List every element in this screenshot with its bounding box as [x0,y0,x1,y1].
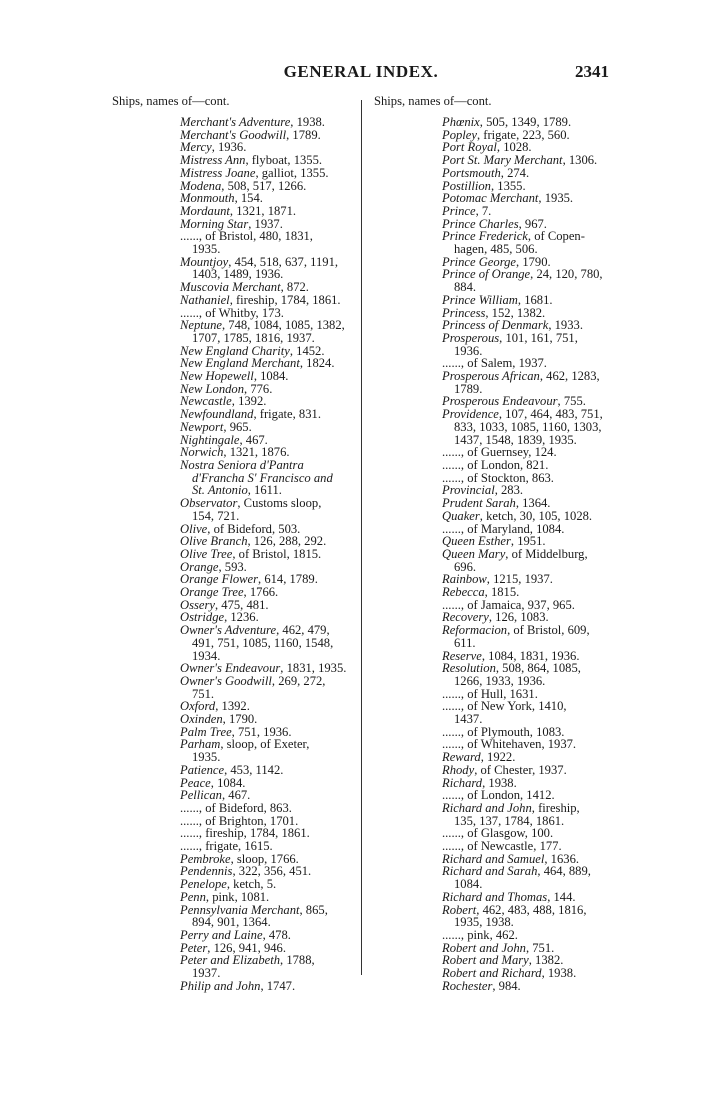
ship-name: Perry and Laine [180,928,263,942]
ship-name: Queen Mary [442,546,506,561]
entry-references: ......, of Brighton, 1701. [180,813,299,828]
index-entry [374,624,614,649]
entry-references: , 1084, 1831, 1936. [481,648,580,663]
ship-name: Quaker [442,508,480,523]
ship-name: Recovery [442,610,489,625]
entry-references: ......, of Whitby, 173. [180,305,284,320]
ship-name: Prosperous Endeavour [442,394,558,409]
entry-references: , 1922. [480,750,516,765]
entry-references: ......, of Whitehaven, 1937. [442,737,577,752]
entry-references: , 7. [475,203,492,218]
entry-references: ......, fireship, 1784, 1861. [180,826,310,841]
entry-references: , 126, 1083. [488,610,549,625]
entry-references: ......, of Bideford, 863. [180,800,292,815]
entry-references: , 748, 1084, 1085, 1382, [221,318,345,333]
page-title: GENERAL INDEX. [283,62,439,81]
column-heading: Ships, names of—cont. [374,94,492,108]
ship-name: Richard and Thomas [442,889,548,904]
entry-references: , of Copen- [527,229,585,244]
entry-references: , 322, 356, 451. [232,864,312,879]
entry-references: , 1236. [224,610,259,625]
ship-name: Olive Branch [180,534,248,549]
entry-references: , 24, 120, 780, [530,267,603,282]
ship-name: Prince William [442,292,518,307]
entry-references: , Customs sloop, [237,496,322,511]
ship-name: Pennsylvania Merchant [180,902,300,917]
entry-references: 135, 137, 1784, 1861. [454,813,565,828]
entry-references: , 467. [221,788,251,803]
ship-name: Robert [442,902,477,917]
entry-references: 751. [192,686,215,701]
entry-references: , of Bristol, 1815. [232,546,322,561]
entry-references: , 1935. [538,191,574,206]
entry-references: ......, of Maryland, 1084. [442,521,565,536]
entry-references: , 1937. [248,216,283,231]
entry-references: 154, 721. [192,508,240,523]
ship-name: Rhody [442,762,475,777]
entry-references: ......, of Glasgow, 100. [442,826,554,841]
entry-references: , 101, 161, 751, [499,330,578,345]
entry-references: 1437. [454,712,483,727]
ship-name: Reserve [442,648,482,663]
entry-references: , 1824. [299,356,335,371]
ship-name: Richard and John [442,800,532,815]
entry-references: , 1681. [517,292,553,307]
entry-references: , 505, 1349, 1789. [479,115,572,129]
ship-name: Provincial [442,483,495,498]
ship-name: Rainbow [442,572,487,587]
entry-references: 884. [454,280,477,295]
ship-name: Owner's Adventure [180,623,277,638]
entry-references: , of Bideford, 503. [207,521,301,536]
index-entry [112,738,352,763]
entry-references: 1707, 1785, 1816, 1937. [192,330,315,345]
ship-name: Observator [180,496,238,511]
ship-name: Prudent Sarah [442,496,516,511]
index-entry [112,675,352,700]
ship-name: Neptune [180,318,222,333]
ship-name: Potomac Merchant [442,191,539,206]
ship-name: Orange [180,559,219,574]
ship-name: Richard and Samuel [442,851,545,866]
entry-references: , 462, 1283, [539,369,600,384]
entry-references: , 776. [244,381,273,396]
entry-references: , 283. [494,483,524,498]
index-entry [374,230,614,255]
entry-references: , 508, 517, 1266. [221,178,307,193]
ship-name: Oxinden [180,712,223,727]
entry-references: ......, pink, 462. [442,928,518,942]
ship-name: New London [180,381,245,396]
entry-references: , frigate, 223, 560. [476,127,570,142]
ship-name: Port Royal [442,140,497,155]
ship-name: Popley [442,127,477,142]
index-entry [112,497,352,522]
entry-references: , 1933. [548,318,583,333]
entry-references: , of Middelburg, [505,546,588,561]
entry-references: , 751. [525,940,555,955]
entry-references: , sloop, of Exeter, [220,737,310,752]
ship-name: Robert and John [442,940,526,955]
ship-name: Modena [180,178,222,193]
ship-name: Orange Flower [180,572,259,587]
entry-references: , 274. [500,165,530,180]
entry-references: , 1936. [211,140,247,155]
ship-name: Richard and Sarah [442,864,538,879]
entry-references: 1935. [192,242,221,257]
page-number: 2341 [575,62,609,81]
entry-references: 1935, 1938. [454,915,514,930]
ship-name: Nostra Seniora d'Pantra [180,457,304,472]
index-entry [112,459,352,497]
ship-name: Peace [180,775,211,790]
ship-name: Merchant's Adventure [180,115,291,129]
entry-references: , 1321, 1876. [223,445,290,460]
ship-name: Pellican [180,788,222,803]
entry-references: , 1306. [562,153,598,168]
entry-references: ......, of Jamaica, 937, 965. [442,597,575,612]
ship-name: Pendennis [180,864,233,879]
entry-references: , 1321, 1871. [229,203,297,218]
ship-name: Prince Charles [442,216,519,231]
entry-references: , 751, 1936. [231,724,292,739]
ship-name: Providence [442,407,499,422]
ship-name: Mistress Joane [180,165,256,180]
ship-name: Nathaniel [180,292,230,307]
entry-references: , 1364. [515,496,551,511]
index-entry [374,700,614,725]
entry-references: 1437, 1548, 1839, 1935. [454,432,577,447]
entry-references: , 126, 941, 946. [207,940,286,955]
entry-references: 894, 901, 1364. [192,915,271,930]
entry-references: ......, of Plymouth, 1083. [442,724,565,739]
entry-line [180,980,352,993]
entry-references: , frigate, 831. [253,407,321,422]
ship-name: Penelope [180,877,227,892]
index-entry [112,319,352,344]
index-entry [374,904,614,929]
index-entry [374,268,614,293]
entry-references: , 1766. [243,585,279,600]
ship-name: Resolution [442,661,496,676]
index-entry [374,332,614,357]
entry-references: , 1951. [510,534,546,549]
entry-references: 1789. [454,381,483,396]
entry-references: , 453, 1142. [224,762,284,777]
entry-references: 833, 1033, 1085, 1160, 1303, [454,419,602,434]
ship-name: Port St. Mary Merchant [442,153,563,168]
entry-references: , 1788, [280,953,315,968]
ship-name: Princess of Denmark [442,318,549,333]
ship-name: Portsmouth [442,165,501,180]
ship-name: Norwich [180,445,224,460]
entry-references: 491, 751, 1085, 1160, 1548, [192,635,334,650]
entry-references: , 1452. [289,343,325,358]
ship-name: Mercy [180,140,212,155]
entry-references: ......, of Newcastle, 177. [442,839,562,854]
index-entry [112,624,352,662]
entry-references: , 755. [557,394,586,409]
entry-references: , 1747. [260,978,296,993]
index-entry [374,865,614,890]
entry-references: , 126, 288, 292. [247,534,327,549]
entry-references: , 1790. [222,712,258,727]
ship-name: Reward [442,750,481,765]
entry-references: 611. [454,635,476,650]
ship-name: Pembroke [180,851,231,866]
ship-name: Reformacion [442,623,508,638]
ship-name: Rochester [442,978,493,993]
entry-references: , 144. [547,889,576,904]
entry-references: , 154. [234,191,263,206]
ship-name: New England Merchant [180,356,300,371]
ship-name: d'Francha S' Francisco and [192,470,333,485]
index-column-right [374,95,614,993]
index-column-left [112,95,352,993]
entry-references: , 1392. [215,699,250,714]
index-entry [374,192,614,205]
entry-references: , 1831, 1935. [280,661,347,676]
entry-references: , 1938. [482,775,517,790]
ship-name: Oxford [180,699,216,714]
entry-references: , 475, 481. [214,597,269,612]
ship-name: Queen Esther [442,534,511,549]
entry-references: , 865, [299,902,328,917]
index-entry [374,370,614,395]
entry-references: , flyboat, 1355. [245,153,323,168]
ship-name: Robert and Mary [442,953,529,968]
ship-name: Merchant's Goodwill [180,127,287,142]
ship-name: Postillion [442,178,491,193]
entry-references: 1936. [454,343,483,358]
ship-name: Prince of Orange [442,267,531,282]
index-entry [374,662,614,687]
entry-references: , 464, 889, [537,864,591,879]
ship-name: Owner's Endeavour [180,661,281,676]
entry-references: ......, of New York, 1410, [442,699,567,714]
ship-name: Muscovia Merchant [180,280,281,295]
entry-references: , 593. [218,559,247,574]
index-entry [374,408,614,446]
ship-name: Mountjoy [180,254,229,269]
entry-references: , 872. [280,280,309,295]
entry-references: 696. [454,559,477,574]
entry-list [112,116,352,993]
ship-name: Newfoundland [180,407,254,422]
index-entry [112,230,352,255]
ship-name: Parham [180,737,221,752]
entry-references: , 467. [239,432,268,447]
index-entry [374,980,614,993]
entry-references: , 984. [492,978,521,993]
entry-references: , 462, 483, 488, 1816, [476,902,587,917]
ship-name: Richard [442,775,483,790]
entry-references: , 967. [518,216,547,231]
entry-references: , 269, 272, [271,673,326,688]
ship-name: Peter [180,940,208,955]
entry-references: , galliot, 1355. [255,165,329,180]
ship-name: Olive [180,521,208,536]
entry-references: , fireship, 1784, 1861. [229,292,341,307]
ship-name: Morning Star [180,216,249,231]
ship-name: Peter and Elizabeth [180,953,281,968]
ship-name: Prince Frederick [442,229,528,244]
ship-name: Robert and Richard [442,966,542,981]
ship-name: Mistress Ann [180,153,246,168]
ship-name: Prince [442,203,476,218]
entry-references: 1935. [192,750,221,765]
entry-references: 1084. [454,877,483,892]
ship-name: Prosperous African [442,369,540,384]
ship-name: Monmouth [180,191,235,206]
entry-line [442,980,614,993]
ship-name: Nightingale [180,432,240,447]
ship-name: New Hopewell [180,369,254,384]
ship-name: Newport [180,419,224,434]
column-heading: Ships, names of—cont. [112,94,230,108]
ship-name: Palm Tree [180,724,232,739]
entry-references: 1937. [192,966,221,981]
entry-references: , 1392. [231,394,267,409]
entry-references: , pink, 1081. [205,889,270,904]
ship-name: New England Charity [180,343,290,358]
entry-references: ......, of Salem, 1937. [442,356,547,371]
entry-references: , 1611. [247,483,282,498]
ship-name: Penn [180,889,206,904]
entry-references: , 1215, 1937. [486,572,553,587]
ship-name: Philip and John [180,978,261,993]
entry-references: ......, of Guernsey, 124. [442,445,557,460]
entry-references: , 1636. [544,851,580,866]
entry-references: 1403, 1489, 1936. [192,267,284,282]
entry-references: , of Chester, 1937. [474,762,567,777]
entry-references: ......, frigate, 1615. [180,839,273,854]
ship-name: Mordaunt [180,203,230,218]
ship-name: Newcastle [180,394,232,409]
entry-references: ......, of Bristol, 480, 1831, [180,229,313,244]
index-entry [112,980,352,993]
entry-references: , 462, 479, [276,623,330,638]
ship-name: Owner's Goodwill [180,673,272,688]
ship-name: Patience [180,762,225,777]
entry-references: , 1355. [490,178,526,193]
entry-references: , of Bristol, 609, [507,623,590,638]
ship-name: Ostridge [180,610,225,625]
entry-references: , 1084. [210,775,246,790]
entry-references: hagen, 485, 506. [454,242,538,257]
entry-references: , 1084. [253,369,289,384]
entry-references: , fireship, [531,800,580,815]
entry-references: , sloop, 1766. [230,851,299,866]
index-entry [112,256,352,281]
entry-references: , 965. [223,419,252,434]
entry-references: ......, of London, 821. [442,457,549,472]
index-entry [112,954,352,979]
ship-name: Phœnix [442,115,480,129]
entry-references: ......, of Hull, 1631. [442,686,538,701]
entry-references: ......, of Stockton, 863. [442,470,554,485]
entry-references: , 508, 864, 1085, [495,661,581,676]
index-entry [374,802,614,827]
ship-name: Rebecca [442,585,485,600]
entry-references: , 478. [262,928,291,942]
ship-name: Princess [442,305,486,320]
entry-references: , 1028. [496,140,532,155]
ship-name: Olive Tree [180,546,233,561]
ship-name: St. Antonio [192,483,248,498]
entry-references: ......, of London, 1412. [442,788,555,803]
ship-name: Prince George [442,254,517,269]
index-entry [112,904,352,929]
entry-references: , 1382. [528,953,564,968]
ship-name: Prosperous [442,330,500,345]
entry-references: , 454, 518, 637, 1191, [228,254,339,269]
index-entry [374,548,614,573]
entry-references: , 1938. [541,966,577,981]
entry-references: , 1790. [516,254,551,269]
ship-name: Orange Tree [180,585,244,600]
entry-references: , 1815. [484,585,520,600]
entry-list [374,116,614,993]
entry-references: , 107, 464, 483, 751, [498,407,603,422]
entry-references: , 1938. [290,115,325,129]
entry-references: 1934. [192,648,221,663]
entry-references: , ketch, 5. [226,877,277,892]
column-divider [361,100,362,975]
entry-references: , 614, 1789. [258,572,318,587]
ship-name: Ossery [180,597,215,612]
entry-references: , 152, 1382. [485,305,546,320]
entry-references: 1266, 1933, 1936. [454,673,546,688]
page-header [0,62,722,86]
entry-references: , 1789. [286,127,321,142]
entry-references: , ketch, 30, 105, 1028. [479,508,593,523]
